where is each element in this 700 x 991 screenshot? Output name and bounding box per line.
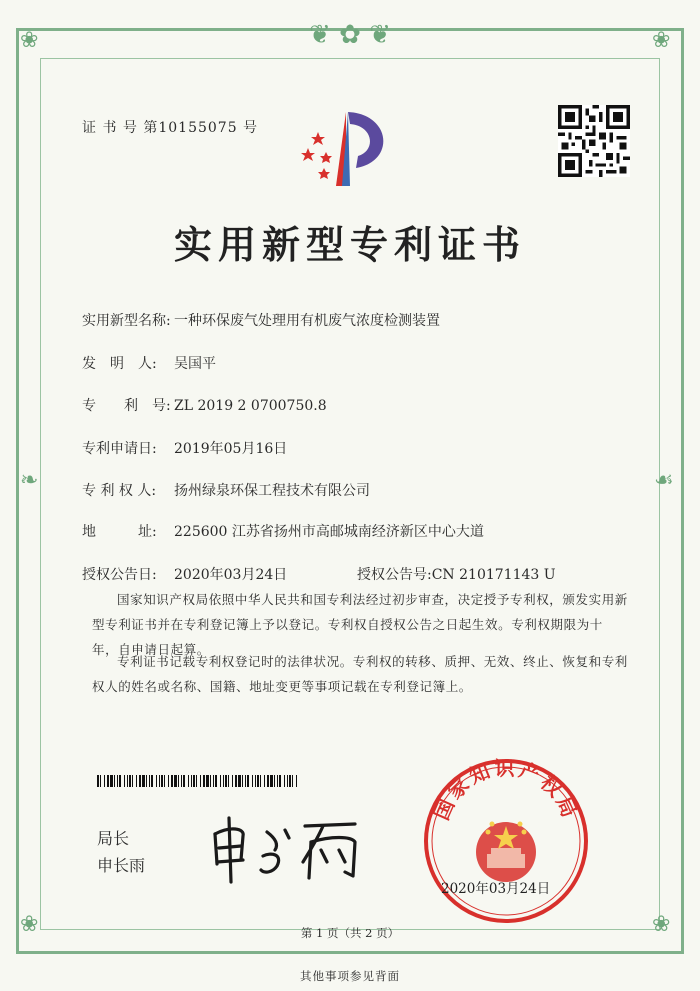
row-grant-date: [82, 564, 287, 584]
official-seal: [421, 756, 591, 926]
label-inventor: 发 明 人:: [82, 356, 157, 372]
value-filing-date: 2019年05月16日: [174, 441, 288, 457]
barcode-icon: [97, 775, 297, 787]
label-filing-date: 专利申请日:: [82, 441, 157, 457]
corner-ornament-icon: ❀: [20, 912, 39, 937]
top-ornament-icon: ❦ ✿ ❦: [309, 20, 391, 50]
row-utility-model-name: [82, 310, 440, 330]
certificate-title: 实用新型专利证书: [173, 222, 526, 267]
row-inventor: [82, 353, 216, 373]
label-address: 地 址:: [82, 524, 157, 540]
right-ornament-icon: ☙: [654, 468, 674, 493]
seal-text: 国家知识产权局: [429, 756, 583, 824]
label-patentee: 专 利 权 人:: [82, 483, 157, 499]
legal-status-paragraph: 专利证书记载专利权登记时的法律状况。专利权的转移、质押、无效、终止、恢复和专利权人的姓名或名称、国籍、地址变更等事项记载在专利登记簿上。: [92, 654, 628, 694]
label-grant-date: 授权公告日:: [82, 567, 157, 583]
value-publication-number: CN 210171143 U: [431, 567, 556, 583]
corner-ornament-icon: ❀: [20, 28, 39, 53]
seal-date: 2020年03月24日: [441, 881, 551, 897]
label-utility-model-name: 实用新型名称:: [82, 313, 171, 329]
value-utility-model-name: 一种环保废气处理用有机废气浓度检测装置: [174, 313, 440, 329]
certificate-number: 证 书 号 第10155075 号: [82, 120, 259, 136]
value-grant-date: 2020年03月24日: [174, 567, 288, 583]
handwritten-signature: [205, 812, 370, 884]
qr-code-icon: [558, 105, 630, 177]
value-patent-number: ZL 2019 2 0700750.8: [174, 398, 327, 414]
grant-statement-paragraph: 国家知识产权局依照中华人民共和国专利法经过初步审查，决定授予专利权，颁发实用新型专利证书并在专利登记簿上予以登记。专利权自授权公告之日起生效。专利权期限为十年，自申请日起算。: [92, 592, 628, 657]
value-inventor: 吴国平: [174, 356, 216, 372]
patent-office-logo: [296, 106, 404, 192]
value-address: 225600 江苏省扬州市高邮城南经济新区中心大道: [174, 524, 484, 540]
row-address: [82, 521, 484, 541]
svg-text:国家知识产权局: [429, 756, 583, 823]
signatory-title: 局长: [97, 829, 130, 848]
row-publication-number: [357, 564, 556, 584]
corner-ornament-icon: ❀: [652, 28, 671, 53]
signatory-name: 申长雨: [97, 856, 146, 875]
label-publication-number: 授权公告号:: [357, 567, 432, 583]
footer-note: 其他事项参见背面: [300, 969, 400, 983]
row-patent-number: [82, 395, 327, 415]
label-patent-number: 专 利 号:: [82, 398, 171, 414]
page-number: 第 1 页（共 2 页）: [300, 926, 400, 940]
row-patentee: [82, 480, 370, 500]
national-emblem-icon: [476, 822, 536, 883]
corner-ornament-icon: ❀: [652, 912, 671, 937]
row-filing-date: [82, 438, 287, 458]
value-patentee: 扬州绿泉环保工程技术有限公司: [174, 483, 370, 499]
left-ornament-icon: ❧: [20, 468, 39, 493]
